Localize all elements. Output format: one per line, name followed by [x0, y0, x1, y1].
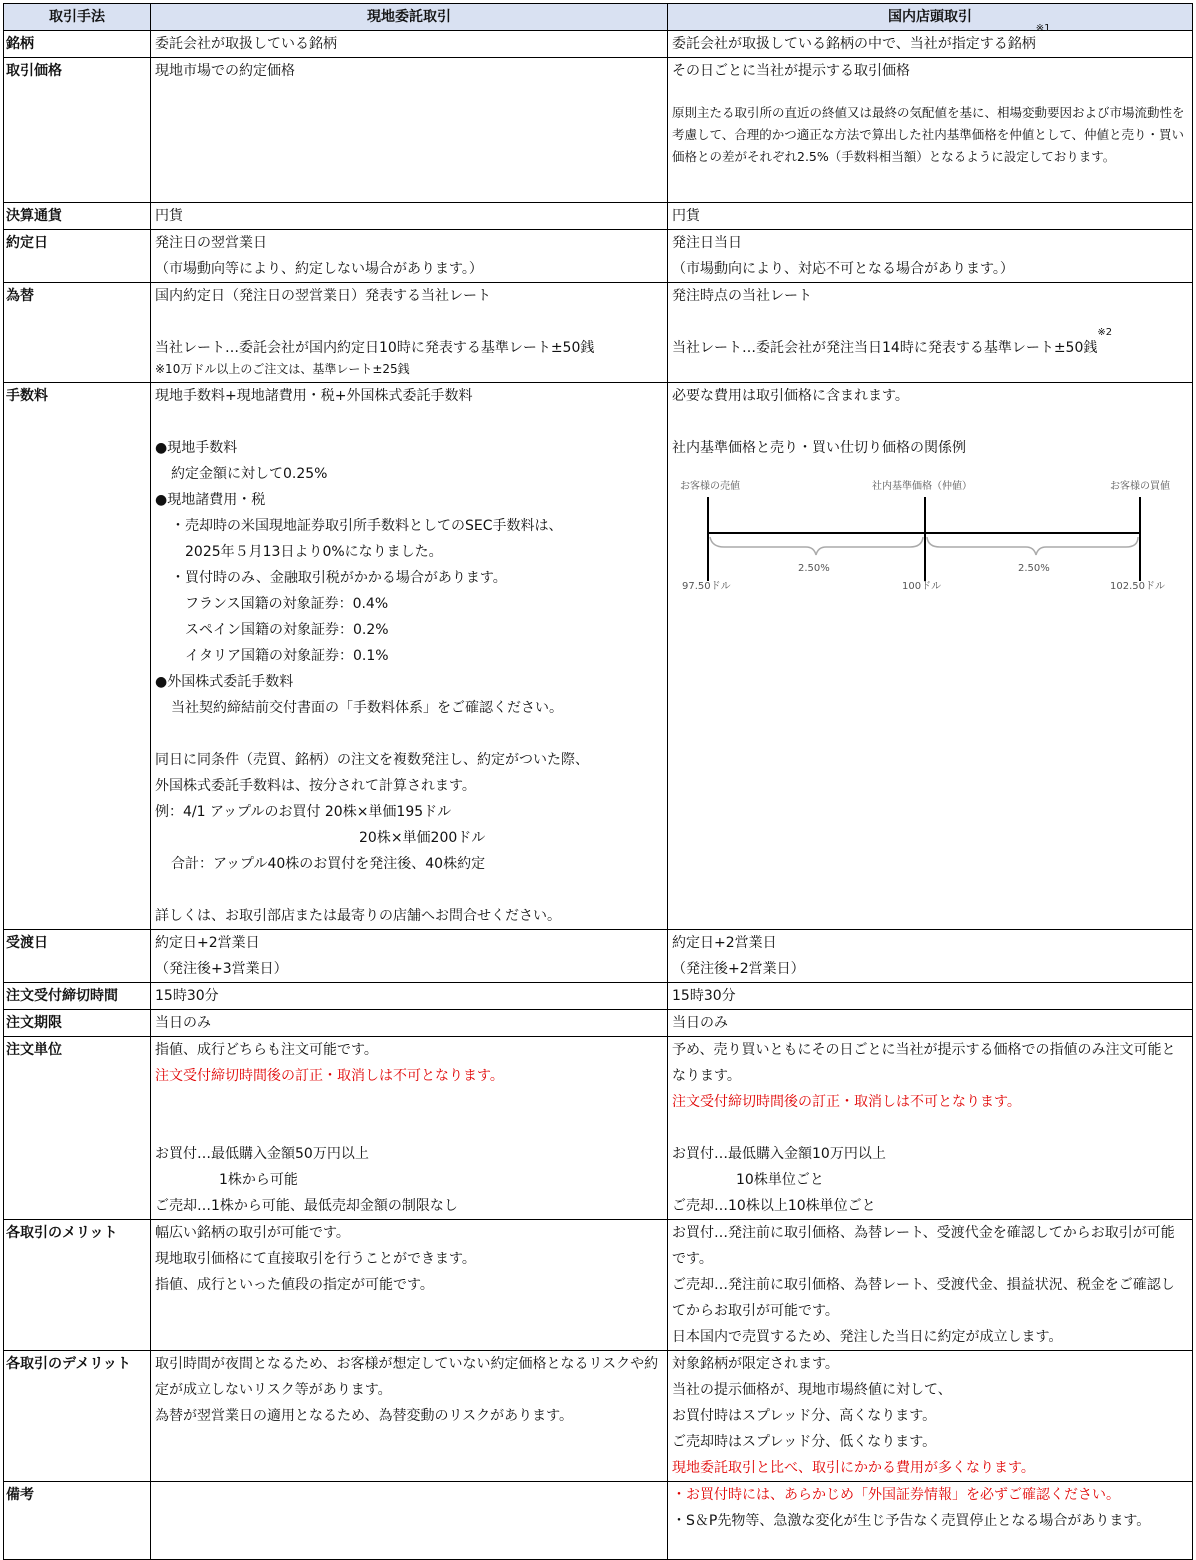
- cell-text: 10株単位ごと: [736, 1172, 824, 1188]
- cell-domestic: [668, 1482, 1193, 1560]
- cell-text: 2025年５月13日より0%になりました。: [185, 544, 443, 560]
- cell-text: 国内約定日（発注日の翌営業日）発表する当社レート: [155, 288, 491, 304]
- cell-text: ・売却時の米国現地証券取引所手数料としてのSEC手数料は、: [171, 518, 563, 534]
- footnote-mark: ※2: [1097, 327, 1113, 338]
- comparison-table: [3, 3, 1193, 1560]
- cell-text: ご売却時はスプレッド分、低くなります。: [672, 1434, 937, 1450]
- cell-text: [672, 327, 1188, 361]
- cell-text: ●外国株式委託手数料: [155, 674, 294, 690]
- row-remarks: [4, 1482, 1193, 1560]
- cell-text: 15時30分: [155, 988, 219, 1004]
- cell-text: （市場動向等により、約定しない場合があります。）: [155, 261, 483, 277]
- cell-text: ご売却…発注前に取引価格、為替レート、受渡代金、損益状況、税金をご確認してからお取引が可能です。: [672, 1277, 1175, 1319]
- row-price: [4, 58, 1193, 203]
- cell-domestic: [668, 1351, 1193, 1482]
- cell-text: 円貨: [672, 208, 700, 224]
- cell-text: ・買付時のみ、金融取引税がかかる場合があります。: [171, 570, 507, 586]
- cell-text: 当社レート…委託会社が国内約定日10時に発表する基準レート±50銭: [155, 340, 595, 356]
- cell-text: 発注日当日: [672, 235, 742, 251]
- cell-text: フランス国籍の対象証券：0.4%: [185, 596, 389, 612]
- cell-local: [151, 930, 668, 983]
- cell-local: [151, 58, 668, 203]
- cell-local: [151, 383, 668, 930]
- cell-text: ●現地諸費用・税: [155, 492, 266, 508]
- cell-warning-text: 現地委託取引と比べ、取引にかかる費用が多くなります。: [672, 1460, 1035, 1476]
- header-domestic: 国内店頭取引: [668, 4, 1193, 31]
- row-label: 約定日: [4, 230, 151, 283]
- row-trade-date: [4, 230, 1193, 283]
- cell-note: ※10万ドル以上のご注文は、基準レート±25銭: [155, 362, 410, 376]
- cell-local: [151, 31, 668, 58]
- cell-text: イタリア国籍の対象証券：0.1%: [185, 648, 389, 664]
- cell-local: [151, 203, 668, 230]
- cell-text: 約定日+2営業日: [672, 935, 777, 951]
- price-relationship-diagram: [676, 475, 1176, 595]
- diagram-val-right: 102.50ドル: [1110, 581, 1165, 592]
- cell-text: 約定金額に対して0.25%: [171, 466, 328, 482]
- row-settle: [4, 930, 1193, 983]
- diagram-label-mid: 社内基準価格（仲値）: [872, 481, 972, 492]
- cell-domestic: [668, 930, 1193, 983]
- cell-text: 当日のみ: [155, 1015, 211, 1031]
- cell-text: 当社契約締結前交付書面の「手数料体系」をご確認ください。: [171, 700, 563, 716]
- cell-text: [672, 23, 1188, 57]
- cell-text: 現地手数料+現地諸費用・税+外国株式委託手数料: [155, 388, 473, 404]
- row-label: 銘柄: [4, 31, 151, 58]
- cell-text: 約定日+2営業日: [155, 935, 260, 951]
- cell-text: 15時30分: [672, 988, 736, 1004]
- cell-text: お買付…最低購入金額50万円以上: [155, 1146, 369, 1162]
- cell-text: （発注後+3営業日）: [155, 961, 288, 977]
- row-label: 各取引のデメリット: [4, 1351, 151, 1482]
- cell-text: （市場動向により、対応不可となる場合があります。）: [672, 261, 1014, 277]
- cell-domestic: [668, 1220, 1193, 1351]
- cell-local: [151, 230, 668, 283]
- cell-text: 現地市場での約定価格: [155, 63, 295, 79]
- cell-domestic: [668, 1037, 1193, 1220]
- diagram-val-mid: 100ドル: [902, 581, 942, 592]
- cell-local: [151, 983, 668, 1010]
- row-label: 各取引のメリット: [4, 1220, 151, 1351]
- cell-local: [151, 1482, 668, 1560]
- cell-local: [151, 1220, 668, 1351]
- cell-local: [151, 1010, 668, 1037]
- cell-text: ご売却…10株以上10株単位ごと: [672, 1198, 876, 1214]
- diagram-pct-left: 2.50%: [798, 563, 830, 574]
- cell-text: 必要な費用は取引価格に含まれます。: [672, 388, 909, 404]
- row-meigara: [4, 31, 1193, 58]
- cell-domestic: [668, 283, 1193, 383]
- diagram-label-buy: お客様の買値: [1110, 481, 1170, 492]
- cell-text: お買付…発注前に取引価格、為替レート、受渡代金を確認してからお取引が可能です。: [672, 1225, 1175, 1267]
- cell-text: 社内基準価格と売り・買い仕切り価格の関係例: [672, 440, 966, 456]
- header-row: [4, 4, 1193, 31]
- cell-text-main: 委託会社が取扱している銘柄の中で、当社が指定する銘柄: [672, 36, 1036, 52]
- cell-text: 予め、売り買いともにその日ごとに当社が提示する価格での指値のみ注文可能となります。: [672, 1042, 1176, 1084]
- cell-text: 取引時間が夜間となるため、お客様が想定していない約定価格となるリスクや約定が成立しないリスク等があります。: [155, 1356, 659, 1398]
- cell-text: 原則主たる取引所の直近の終値又は最終の気配値を基に、相場変動要因および市場流動性を考慮して、合理的かつ適正な方法で算出した社内基準価格を仲値として、仲値と売り・買い価格との差がそれぞれ2.5%（手数料相当額）となるように設定しております。: [672, 105, 1185, 164]
- cell-text: 1株から可能: [219, 1172, 298, 1188]
- diagram-pct-right: 2.50%: [1018, 563, 1050, 574]
- row-label: 取引価格: [4, 58, 151, 203]
- cell-domestic: [668, 58, 1193, 203]
- row-label: 決算通貨: [4, 203, 151, 230]
- cell-text: 日本国内で売買するため、発注した当日に約定が成立します。: [672, 1329, 1063, 1345]
- cell-warning-text: ・お買付時には、あらかじめ「外国証券情報」を必ずご確認ください。: [672, 1487, 1120, 1503]
- row-label: 注文単位: [4, 1037, 151, 1220]
- cell-local: [151, 1037, 668, 1220]
- cell-domestic: [668, 230, 1193, 283]
- cell-text: お買付時はスプレッド分、高くなります。: [672, 1408, 937, 1424]
- cell-text: その日ごとに当社が提示する取引価格: [672, 63, 910, 79]
- cell-text: 当社の提示価格が、現地市場終値に対して、: [672, 1382, 952, 1398]
- row-merit: [4, 1220, 1193, 1351]
- diagram-brace-right: [927, 537, 1138, 555]
- cell-text: 同日に同条件（売買、銘柄）の注文を複数発注し、約定がついた際、: [155, 752, 589, 768]
- cell-warning-text: 注文受付締切時間後の訂正・取消しは不可となります。: [672, 1094, 1021, 1110]
- cell-text: 幅広い銘柄の取引が可能です。: [155, 1225, 350, 1241]
- cell-text: 指値、成行どちらも注文可能です。: [155, 1042, 378, 1058]
- cell-text: 委託会社が取扱している銘柄: [155, 36, 337, 52]
- cell-text: 対象銘柄が限定されます。: [672, 1356, 839, 1372]
- cell-text: 現地取引価格にて直接取引を行うことができます。: [155, 1251, 476, 1267]
- cell-text: 例：4/1 アップルのお買付 20株×単価195ドル: [155, 804, 452, 820]
- cell-domestic: [668, 23, 1193, 58]
- cell-text: 外国株式委託手数料は、按分されて計算されます。: [155, 778, 476, 794]
- row-fee: [4, 383, 1193, 930]
- cell-text: [155, 1482, 663, 1508]
- row-label: 注文期限: [4, 1010, 151, 1037]
- row-cutoff: [4, 983, 1193, 1010]
- cell-text: 20株×単価200ドル: [359, 830, 486, 846]
- cell-text: お買付…最低購入金額10万円以上: [672, 1146, 886, 1162]
- cell-text-main: 当社レート…委託会社が発注当日14時に発表する基準レート±50銭: [672, 340, 1098, 356]
- cell-text: ●現地手数料: [155, 440, 238, 456]
- cell-text: スペイン国籍の対象証券：0.2%: [185, 622, 389, 638]
- cell-domestic: [668, 203, 1193, 230]
- cell-text: 当日のみ: [672, 1015, 728, 1031]
- cell-warning-text: 注文受付締切時間後の訂正・取消しは不可となります。: [155, 1068, 504, 1084]
- cell-text: 為替が翌営業日の適用となるため、為替変動のリスクがあります。: [155, 1408, 574, 1424]
- row-currency: [4, 203, 1193, 230]
- cell-text: ・S＆P先物等、急激な変化が生じ予告なく売買停止となる場合があります。: [672, 1513, 1151, 1529]
- row-label: 備考: [4, 1482, 151, 1560]
- row-period: [4, 1010, 1193, 1037]
- diagram-brace-left: [710, 537, 923, 555]
- row-fx: [4, 283, 1193, 383]
- footnote-mark: ※1: [1035, 23, 1051, 34]
- header-method: 取引手法: [4, 4, 151, 31]
- cell-domestic: [668, 1010, 1193, 1037]
- row-label: 手数料: [4, 383, 151, 930]
- header-local: 現地委託取引: [151, 4, 668, 31]
- cell-text: 詳しくは、お取引部店または最寄りの店舗へお問合せください。: [155, 908, 561, 924]
- row-unit: [4, 1037, 1193, 1220]
- diagram-val-left: 97.50ドル: [682, 581, 731, 592]
- cell-local: [151, 1351, 668, 1482]
- cell-text: ご売却…1株から可能、最低売却金額の制限なし: [155, 1198, 458, 1214]
- cell-domestic: [668, 983, 1193, 1010]
- cell-text: 指値、成行といった値段の指定が可能です。: [155, 1277, 434, 1293]
- row-demerit: [4, 1351, 1193, 1482]
- cell-text: 発注日の翌営業日: [155, 235, 267, 251]
- cell-text: （発注後+2営業日）: [672, 961, 805, 977]
- row-label: 注文受付締切時間: [4, 983, 151, 1010]
- row-label: 為替: [4, 283, 151, 383]
- cell-local: [151, 283, 668, 383]
- cell-text: 発注時点の当社レート: [672, 288, 812, 304]
- cell-text: 円貨: [155, 208, 183, 224]
- cell-text: 合計：アップル40株のお買付を発注後、40株約定: [171, 856, 486, 872]
- diagram-label-sell: お客様の売値: [680, 481, 740, 492]
- cell-domestic: [668, 383, 1193, 930]
- row-label: 受渡日: [4, 930, 151, 983]
